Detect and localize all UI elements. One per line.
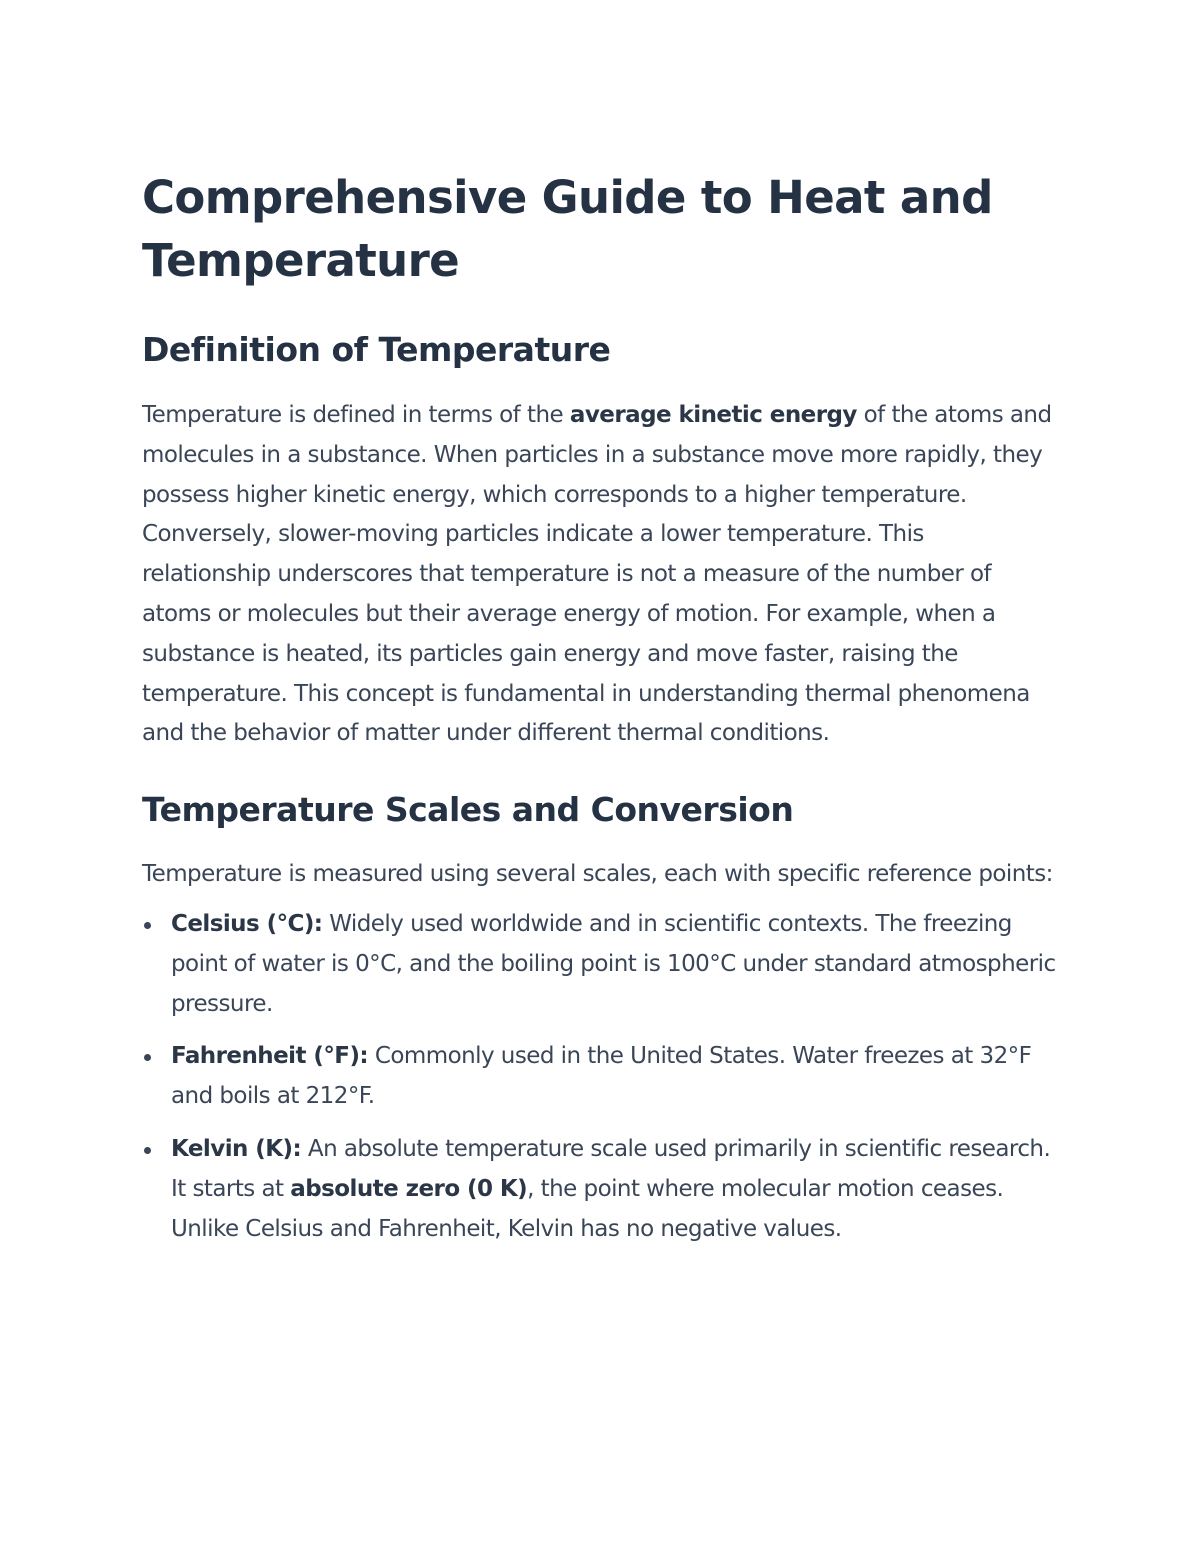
scales-intro-paragraph: Temperature is measured using several scales, each with specific reference points: xyxy=(142,861,1053,888)
section-heading-definition: Definition of Temperature xyxy=(142,330,611,369)
page-title: Comprehensive Guide to Heat and Temperature xyxy=(142,171,993,287)
bullet-icon xyxy=(144,1147,151,1154)
list-item-kelvin xyxy=(142,1130,1057,1249)
document-page xyxy=(142,166,1057,1262)
bold-term: average kinetic energy xyxy=(569,402,857,428)
list-item-text: Commonly used in the United States. Water freezes at 32°F and boils at 212°F. xyxy=(171,1043,1032,1110)
text-run: Temperature is defined in terms of the xyxy=(142,402,570,428)
list-item-fahrenheit xyxy=(142,1037,1057,1117)
definition-paragraph xyxy=(142,396,1057,754)
scales-list xyxy=(142,905,1057,1249)
list-item-text: , the point where molecular motion ceases. Unlike Celsius and Fahrenheit, Kelvin has no negative values. xyxy=(171,1175,1004,1242)
bold-term: absolute zero (0 K) xyxy=(290,1175,528,1202)
list-item-text: Widely used worldwide and in scientific contexts. The freezing point of water is 0°C, and the boiling point is 100°C under standard atmospheric pressure. xyxy=(171,910,1056,1017)
list-item-celsius xyxy=(142,905,1057,1024)
text-run: of the atoms and molecules in a substance. When particles in a substance move more rapidly, they possess higher kinetic energy, which corresponds to a higher temperature. Conversely, slower-moving particles indicate a lower temperature. This relationship underscores that temperature is not a measure of the number of atoms or molecules but their average energy of motion. For example, when a substance is heated, its particles gain energy and move faster, raising the temperature. This concept is fundamental in understanding thermal phenomena and the behavior of matter under different thermal conditions. xyxy=(142,402,1052,747)
list-item-text: An absolute temperature scale used primarily in scientific research. It starts at xyxy=(171,1135,1051,1202)
section-heading-scales: Temperature Scales and Conversion xyxy=(142,790,794,830)
bullet-icon xyxy=(144,1054,151,1061)
bullet-icon xyxy=(144,922,151,929)
list-item-label: Celsius (°C): xyxy=(171,910,323,937)
list-item-label: Kelvin (K): xyxy=(171,1135,302,1162)
list-item-label: Fahrenheit (°F): xyxy=(171,1043,369,1070)
